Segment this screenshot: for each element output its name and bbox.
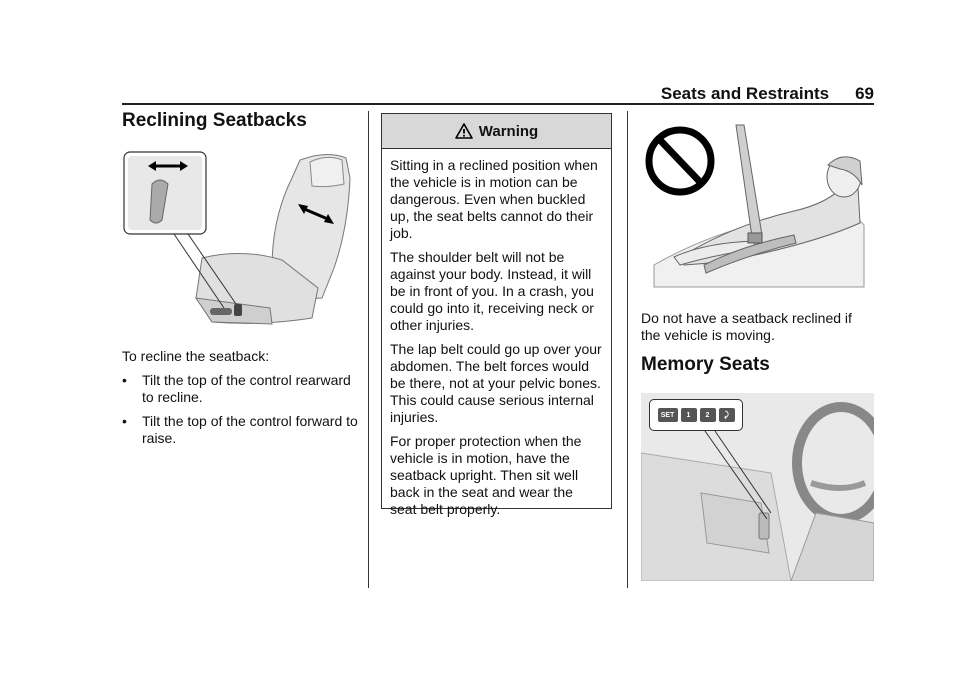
memory-button-panel bbox=[649, 399, 743, 431]
warning-header bbox=[382, 114, 611, 149]
warning-title: Warning bbox=[478, 122, 539, 140]
warning-triangle-icon bbox=[455, 123, 473, 139]
warning-paragraph: The shoulder belt will not be against your body. Instead, it will be in front of you. In a crash, you could go into it, receiving neck or other injuries. bbox=[390, 249, 594, 333]
bullet-mark: • bbox=[122, 372, 127, 388]
list-item bbox=[122, 413, 358, 447]
warning-paragraph: Sitting in a reclined position when the vehicle is in motion can be dangerous. Even when buckled up, the seat belts cannot do their job. bbox=[390, 157, 598, 241]
easy-exit-button[interactable]: ⤸ bbox=[719, 408, 735, 422]
seat-recline-control-illustration bbox=[122, 148, 354, 330]
warning-body bbox=[382, 149, 611, 518]
reclining-instructions bbox=[122, 348, 358, 454]
reclining-intro: To recline the seatback: bbox=[122, 348, 270, 364]
reclining-heading: Reclining Seatbacks bbox=[122, 110, 307, 131]
warning-box bbox=[381, 113, 612, 517]
warning-paragraph: For proper protection when the vehicle is in motion, have the seatback upright. Then sit well back in the seat and wear the seat belt properly. bbox=[390, 433, 582, 517]
list-item bbox=[122, 372, 358, 406]
reclined-caption bbox=[641, 310, 873, 351]
memory-seats-heading: Memory Seats bbox=[641, 354, 770, 375]
memory-2-button[interactable]: 2 bbox=[700, 408, 716, 422]
page-header bbox=[0, 84, 874, 104]
bullet-text: Tilt the top of the control forward to raise. bbox=[142, 413, 358, 446]
memory-set-button[interactable]: SET bbox=[658, 408, 678, 422]
bullet-mark: • bbox=[122, 413, 127, 429]
reclined-occupant-illustration bbox=[644, 115, 866, 289]
header-rule bbox=[122, 103, 874, 105]
column-divider-1 bbox=[368, 111, 369, 588]
column-divider-2 bbox=[627, 111, 628, 588]
section-title: Seats and Restraints bbox=[660, 84, 830, 103]
caption-text: Do not have a seatback reclined if the vehicle is moving. bbox=[641, 310, 852, 343]
bullet-text: Tilt the top of the control rearward to recline. bbox=[142, 372, 351, 405]
page-number: 69 bbox=[855, 84, 874, 103]
warning-paragraph: The lap belt could go up over your abdomen. The belt forces would be there, not at your pelvic bones. This could cause serious internal injuries. bbox=[390, 341, 602, 425]
memory-seat-controls-illustration bbox=[641, 393, 874, 581]
memory-1-button[interactable]: 1 bbox=[681, 408, 697, 422]
